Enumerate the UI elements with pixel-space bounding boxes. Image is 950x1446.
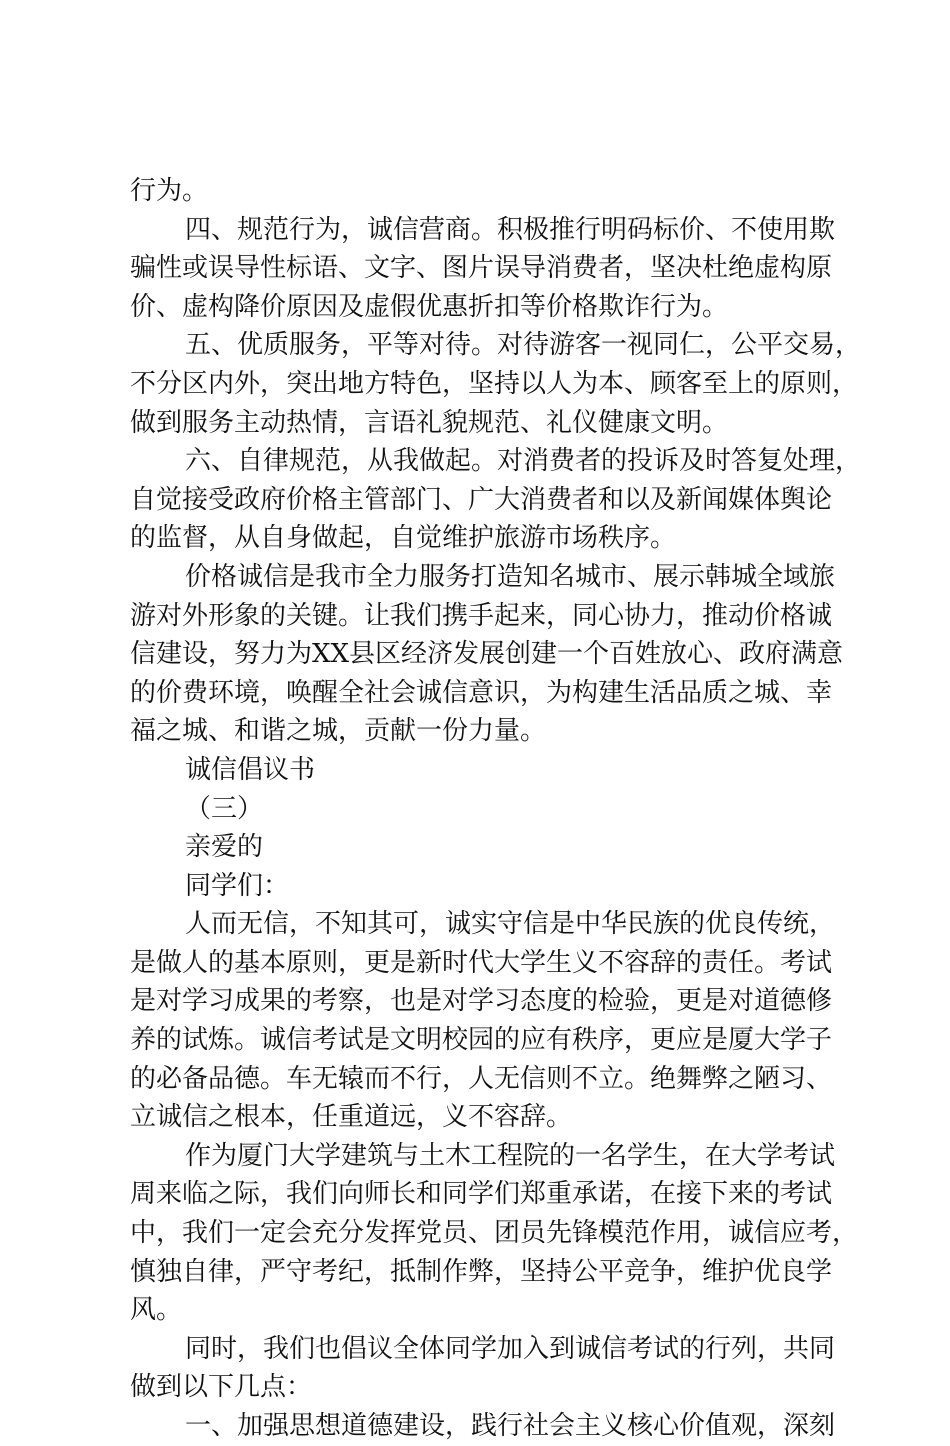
- text-line: 同时，我们也倡议全体同学加入到诚信考试的行列，共同: [185, 1333, 836, 1364]
- text-line: 中，我们一定会充分发挥党员、团员先锋模范作用，诚信应考，: [130, 1218, 859, 1249]
- text-line: 周来临之际，我们向师长和同学们郑重承诺，在接下来的考试: [130, 1179, 833, 1210]
- text-line: 慎独自律，严守考纪，抵制作弊，坚持公平竞争，维护优良学: [130, 1256, 833, 1287]
- text-line: 福之城、和谐之城，贡献一份力量。: [130, 716, 547, 747]
- text-line: 的监督，从自身做起，自觉维护旅游市场秩序。: [130, 523, 677, 554]
- text-line: 是对学习成果的考察，也是对学习态度的检验，更是对道德修: [130, 986, 833, 1017]
- text-line: 一、加强思想道德建设，践行社会主义核心价值观，深刻: [185, 1411, 836, 1441]
- text-line: 行为。: [130, 176, 209, 206]
- text-line: 风。: [130, 1295, 183, 1326]
- text-line: 价格诚信是我市全力服务打造知名城市、展示韩城全域旅: [185, 561, 836, 592]
- text-line: 养的试炼。诚信考试是文明校园的应有秩序，更应是厦大学子: [130, 1025, 833, 1056]
- text-line: 自觉接受政府价格主管部门、广大消费者和以及新闻媒体舆论: [130, 484, 833, 515]
- text-line: 的价费环境，唤醒全社会诚信意识，为构建生活品质之城、幸: [130, 677, 833, 708]
- text-line: 骗性或误导性标语、文字、图片误导消费者，坚决杜绝虚构原: [130, 253, 833, 284]
- text-line: 不分区内外，突出地方特色，坚持以人为本、顾客至上的原则，: [130, 368, 859, 399]
- text-line: 四、规范行为，诚信营商。积极推行明码标价、不使用欺: [185, 214, 836, 245]
- text-line: 做到以下几点：: [130, 1372, 313, 1403]
- text-line: （三）: [185, 793, 264, 824]
- text-line: 游对外形象的关键。让我们携手起来，同心协力，推动价格诚: [130, 600, 833, 631]
- text-line: 立诚信之根本，任重道远，义不容辞。: [130, 1102, 573, 1133]
- text-line: 信建设，努力为XX县区经济发展创建一个百姓放心、政府满意: [130, 639, 844, 670]
- text-line: 的必备品德。车无辕而不行，人无信则不立。绝舞弊之陋习、: [130, 1063, 833, 1094]
- text-line: 诚信倡议书: [185, 754, 316, 785]
- text-line: 亲爱的: [185, 832, 264, 863]
- text-line: 六、自律规范，从我做起。对消费者的投诉及时答复处理，: [185, 446, 862, 477]
- text-line: 人而无信，不知其可，诚实守信是中华民族的优良传统，: [185, 909, 836, 940]
- document-body: [130, 172, 862, 1446]
- text-line: 作为厦门大学建筑与土木工程院的一名学生，在大学考试: [185, 1140, 836, 1171]
- text-line: 是做人的基本原则，更是新时代大学生义不容辞的责任。考试: [130, 947, 833, 978]
- text-line: 做到服务主动热情，言语礼貌规范、礼仪健康文明。: [130, 407, 729, 438]
- text-line: 五、优质服务，平等对待。对待游客一视同仁，公平交易，: [185, 330, 862, 361]
- text-line: 同学们：: [185, 870, 290, 901]
- text-line: 价、虚构降价原因及虚假优惠折扣等价格欺诈行为。: [130, 291, 729, 322]
